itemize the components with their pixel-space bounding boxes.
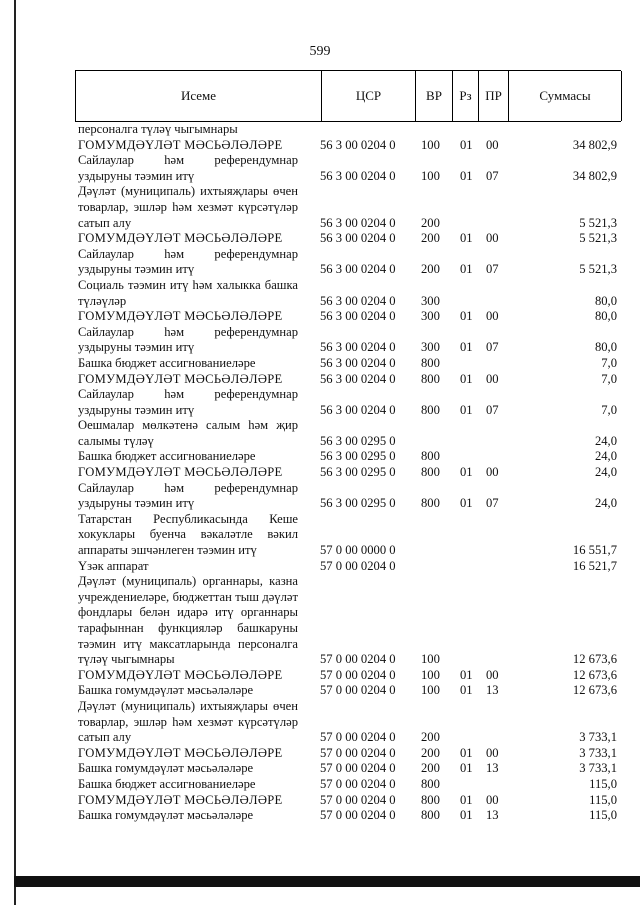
row-pr: 07 (486, 262, 499, 277)
table-row (75, 668, 621, 684)
row-name: Башка гомумдәүләт мәсьәләләре (78, 761, 254, 776)
row-vr: 100 (421, 667, 440, 682)
header-name: Исеме (76, 71, 322, 121)
row-sum: 7,0 (601, 355, 617, 370)
row-pr: 00 (486, 667, 499, 682)
row-sum: 115,0 (589, 792, 617, 807)
row-name: ГОМУМДӘҮЛӘТ МӘСЬӘЛӘЛӘРЕ (78, 231, 283, 246)
row-vr: 200 (421, 215, 440, 230)
row-name: персоналга түләү чыгымнары (78, 122, 238, 136)
row-csr: 57 0 00 0000 0 (320, 543, 396, 558)
row-vr: 800 (421, 449, 440, 464)
row-pr: 00 (486, 792, 499, 807)
row-name: ГОМУМДӘҮЛӘТ МӘСЬӘЛӘЛӘРЕ (78, 745, 283, 760)
row-vr: 300 (421, 309, 440, 324)
row-sum: 115,0 (589, 777, 617, 792)
row-rz: 01 (460, 792, 473, 807)
row-name: Башка бюджет ассигнованиеләре (78, 355, 256, 370)
table-row (75, 184, 621, 231)
row-csr: 56 3 00 0204 0 (320, 137, 396, 152)
table-row (75, 512, 621, 559)
row-sum: 80,0 (594, 293, 617, 308)
row-vr: 200 (421, 730, 440, 745)
table-row (75, 153, 621, 184)
row-sum: 24,0 (594, 465, 617, 480)
row-sum: 34 802,9 (572, 137, 617, 152)
row-name: Башка бюджет ассигнованиеләре (78, 449, 256, 464)
row-sum: 24,0 (594, 433, 617, 448)
table-row (75, 418, 621, 449)
table-row (75, 777, 621, 793)
row-rz: 01 (460, 168, 473, 183)
row-rz: 01 (460, 371, 473, 386)
row-pr: 07 (486, 496, 499, 511)
table-row (75, 699, 621, 746)
row-rz: 01 (460, 745, 473, 760)
table-row (75, 309, 621, 325)
row-csr: 56 3 00 0204 0 (320, 168, 396, 183)
row-vr: 200 (421, 761, 440, 776)
row-vr: 300 (421, 293, 440, 308)
row-pr: 00 (486, 465, 499, 480)
row-sum: 16 551,7 (572, 543, 617, 558)
row-pr: 07 (486, 340, 499, 355)
row-sum: 12 673,6 (572, 652, 617, 667)
row-vr: 800 (421, 402, 440, 417)
row-rz: 01 (460, 683, 473, 698)
table-row (75, 746, 621, 762)
row-rz: 01 (460, 465, 473, 480)
row-name: Татарстан Республикасында Кеше хокуклары буенча вәкаләтле вәкил аппараты эшчәнлеген тәэмин итү (78, 511, 298, 558)
row-vr: 200 (421, 262, 440, 277)
header-sum: Суммасы (509, 71, 622, 121)
row-sum: 3 733,1 (579, 730, 617, 745)
row-csr: 57 0 00 0204 0 (320, 808, 396, 823)
row-name: Оешмалар мөлкәтенә салым һәм җир салымы түләү (78, 418, 298, 448)
row-csr: 56 3 00 0204 0 (320, 402, 396, 417)
row-vr: 800 (421, 792, 440, 807)
row-pr: 00 (486, 231, 499, 246)
row-csr: 56 3 00 0204 0 (320, 371, 396, 386)
table-row (75, 278, 621, 309)
row-csr: 57 0 00 0204 0 (320, 792, 396, 807)
row-sum: 7,0 (601, 371, 617, 386)
table-row (75, 449, 621, 465)
row-name: Сайлаулар һәм референдумнар уздыруны тәэмин итү (78, 387, 298, 417)
row-rz: 01 (460, 231, 473, 246)
row-csr: 57 0 00 0204 0 (320, 730, 396, 745)
row-rz: 01 (460, 667, 473, 682)
table-row (75, 808, 621, 824)
row-pr: 00 (486, 137, 499, 152)
row-rz: 01 (460, 340, 473, 355)
row-sum: 3 733,1 (579, 761, 617, 776)
table-row (75, 387, 621, 418)
row-csr: 57 0 00 0204 0 (320, 745, 396, 760)
row-name: ГОМУМДӘҮЛӘТ МӘСЬӘЛӘЛӘРЕ (78, 309, 283, 324)
row-csr: 56 3 00 0204 0 (320, 340, 396, 355)
row-csr: 56 3 00 0295 0 (320, 465, 396, 480)
bottom-scan-border (14, 876, 640, 887)
row-csr: 56 3 00 0204 0 (320, 231, 396, 246)
row-rz: 01 (460, 496, 473, 511)
table-body (75, 122, 621, 824)
row-vr: 100 (421, 168, 440, 183)
row-name: ГОМУМДӘҮЛӘТ МӘСЬӘЛӘЛӘРЕ (78, 371, 283, 386)
header-vr: ВР (416, 71, 453, 121)
row-pr: 13 (486, 683, 499, 698)
table-row (75, 465, 621, 481)
table-row (75, 122, 621, 138)
row-vr: 100 (421, 652, 440, 667)
table-row (75, 247, 621, 278)
row-sum: 5 521,3 (579, 231, 617, 246)
row-name: ГОМУМДӘҮЛӘТ МӘСЬӘЛӘЛӘРЕ (78, 667, 283, 682)
row-name: ГОМУМДӘҮЛӘТ МӘСЬӘЛӘЛӘРЕ (78, 465, 283, 480)
row-pr: 00 (486, 745, 499, 760)
row-vr: 100 (421, 683, 440, 698)
row-csr: 56 3 00 0204 0 (320, 215, 396, 230)
row-rz: 01 (460, 262, 473, 277)
row-sum: 12 673,6 (572, 683, 617, 698)
row-name: Үзәк аппарат (78, 558, 149, 573)
table-row (75, 325, 621, 356)
row-sum: 24,0 (594, 496, 617, 511)
row-csr: 56 3 00 0204 0 (320, 293, 396, 308)
row-sum: 5 521,3 (579, 215, 617, 230)
row-name: Башка бюджет ассигнованиеләре (78, 777, 256, 792)
row-csr: 56 3 00 0204 0 (320, 262, 396, 277)
row-pr: 07 (486, 402, 499, 417)
budget-table (75, 70, 621, 824)
header-rz: Рз (453, 71, 479, 121)
row-name: Башка гомумдәүләт мәсьәләләре (78, 808, 254, 823)
row-csr: 57 0 00 0204 0 (320, 761, 396, 776)
row-name: Сайлаулар һәм референдумнар уздыруны тәэмин итү (78, 480, 298, 511)
row-sum: 80,0 (594, 340, 617, 355)
row-name: Башка гомумдәүләт мәсьәләләре (78, 683, 254, 698)
table-row (75, 761, 621, 777)
row-csr: 56 3 00 0295 0 (320, 449, 396, 464)
row-vr: 200 (421, 231, 440, 246)
row-vr: 800 (421, 371, 440, 386)
row-csr: 56 3 00 0204 0 (320, 309, 396, 324)
row-sum: 115,0 (589, 808, 617, 823)
row-name: Сайлаулар һәм референдумнар уздыруны тәэмин итү (78, 246, 298, 277)
row-name: Сайлаулар һәм референдумнар уздыруны тәэмин итү (78, 324, 298, 355)
row-name: Сайлаулар һәм референдумнар уздыруны тәэмин итү (78, 153, 298, 183)
row-name: ГОМУМДӘҮЛӘТ МӘСЬӘЛӘЛӘРЕ (78, 792, 283, 807)
row-name: Дәүләт (муниципаль) ихтыяҗлары өчен товарлар, эшләр һәм хезмәт күрсәтүләр сатып алу (78, 699, 298, 745)
row-csr: 57 0 00 0204 0 (320, 558, 396, 573)
row-sum: 34 802,9 (572, 168, 617, 183)
row-csr: 56 3 00 0204 0 (320, 355, 396, 370)
left-scan-border (14, 0, 16, 905)
row-name: Социаль тәэмин итү һәм халыкка башка түләүләр (78, 277, 298, 308)
table-row (75, 481, 621, 512)
row-vr: 800 (421, 808, 440, 823)
table-row (75, 574, 621, 668)
row-rz: 01 (460, 137, 473, 152)
row-csr: 57 0 00 0204 0 (320, 683, 396, 698)
row-csr: 57 0 00 0204 0 (320, 652, 396, 667)
row-sum: 7,0 (601, 402, 617, 417)
table-row (75, 356, 621, 372)
row-sum: 80,0 (594, 309, 617, 324)
table-header (75, 70, 621, 122)
table-row (75, 138, 621, 154)
row-vr: 300 (421, 340, 440, 355)
row-rz: 01 (460, 402, 473, 417)
row-rz: 01 (460, 808, 473, 823)
table-row (75, 559, 621, 575)
table-row (75, 372, 621, 388)
row-pr: 07 (486, 168, 499, 183)
row-csr: 57 0 00 0204 0 (320, 667, 396, 682)
header-csr: ЦСР (322, 71, 416, 121)
row-csr: 57 0 00 0204 0 (320, 777, 396, 792)
row-sum: 16 521,7 (572, 558, 617, 573)
row-name: Дәүләт (муниципаль) ихтыяҗлары өчен товарлар, эшләр һәм хезмәт күрсәтүләр сатып алу (78, 184, 298, 230)
row-pr: 13 (486, 761, 499, 776)
row-vr: 800 (421, 496, 440, 511)
row-sum: 12 673,6 (572, 667, 617, 682)
table-row (75, 793, 621, 809)
page-number: 599 (309, 44, 331, 59)
row-vr: 800 (421, 777, 440, 792)
header-pr: ПР (479, 71, 509, 121)
row-sum: 24,0 (594, 449, 617, 464)
row-csr: 56 3 00 0295 0 (320, 433, 396, 448)
row-vr: 800 (421, 355, 440, 370)
row-sum: 5 521,3 (579, 262, 617, 277)
row-pr: 13 (486, 808, 499, 823)
row-name: ГОМУМДӘҮЛӘТ МӘСЬӘЛӘЛӘРЕ (78, 137, 283, 152)
row-vr: 200 (421, 745, 440, 760)
row-pr: 00 (486, 309, 499, 324)
row-csr: 56 3 00 0295 0 (320, 496, 396, 511)
table-row (75, 683, 621, 699)
row-rz: 01 (460, 761, 473, 776)
row-vr: 100 (421, 137, 440, 152)
row-rz: 01 (460, 309, 473, 324)
row-pr: 00 (486, 371, 499, 386)
row-name: Дәүләт (муниципаль) органнары, казна учреждениеләре, бюджеттан тыш дәүләт фондлары белән идарә итү органнары тарафыннан функцияләр башкаруны тәэмин итү максатларында персоналга түләү чыгымнары (78, 574, 298, 667)
row-sum: 3 733,1 (579, 745, 617, 760)
table-row (75, 231, 621, 247)
row-vr: 800 (421, 465, 440, 480)
